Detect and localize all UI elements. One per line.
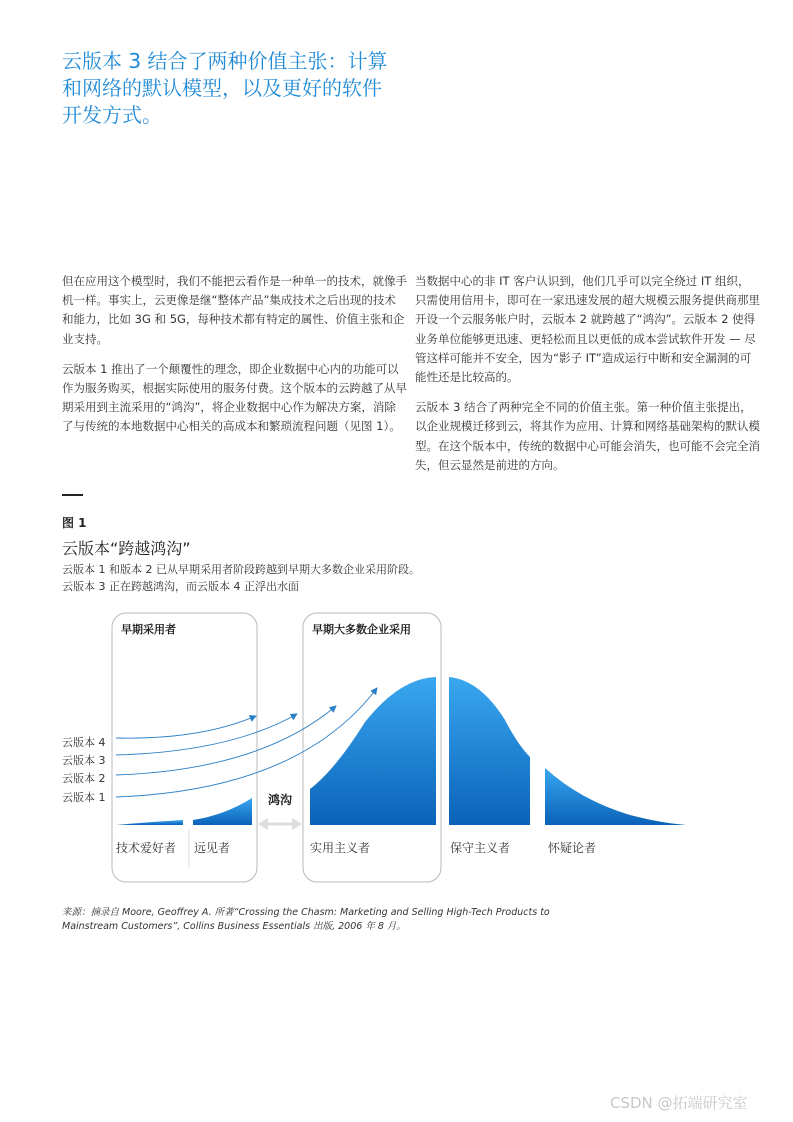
- curve-innovators: [116, 820, 183, 825]
- version-label: 云版本 4: [62, 736, 106, 749]
- version-label: 云版本 2: [62, 772, 106, 785]
- arrow-version-3: [116, 714, 297, 755]
- curve-pragmatists: [310, 677, 436, 825]
- curve-conservatives: [449, 677, 530, 825]
- paragraph: 云版本 3 结合了两种完全不同的价值主张。第一种价值主张提出，以企业规模迁移到云，将其作为应用、计算和网络基础架构的默认模型。在这个版本中，传统的数据中心可能会消失，也可能不会完全消失，但云显然是前进的方向。: [415, 400, 760, 472]
- paragraph: 但在应用这个模型时，我们不能把云看作是一种单一的技术，就像手机一样。事实上，云更像是继“整体产品”集成技术之后出现的技术和能力，比如 3G 和 5G，每种技术都有特定的属性、价值主张和企业支持。: [62, 274, 407, 346]
- figure-description-line: 云版本 1 和版本 2 已从早期采用者阶段跨越到早期大多数企业采用阶段。: [62, 563, 420, 576]
- segment-label: 保守主义者: [450, 841, 511, 855]
- figure-source: [62, 906, 582, 933]
- chasm-label: 鸿沟: [268, 793, 293, 807]
- segment-label: 技术爱好者: [116, 841, 177, 855]
- paragraph: 云版本 1 推出了一个颠覆性的理念，即企业数据中心内的功能可以作为服务购买，根据实际使用的服务付费。这个版本的云跨越了从早期采用到主流采用的“鸿沟”，将企业数据中心作为解决方案，消除了与传统的本地数据中心相关的高成本和繁琐流程问题（见图 1）。: [62, 361, 407, 434]
- figure-title: 云版本“跨越鸿沟”: [62, 539, 191, 558]
- version-label: 云版本 3: [62, 754, 106, 767]
- segment-label: 远见者: [194, 841, 231, 855]
- version-label: 云版本 1: [62, 791, 106, 804]
- source-line: Mainstream Customers”, Collins Business Essentials 出版, 2006 年 8 月。: [62, 920, 406, 932]
- chasm-arrow-icon: [258, 818, 302, 830]
- segment-label: 怀疑论者: [548, 841, 597, 855]
- curve-skeptics: [545, 768, 686, 825]
- early-adopters-label: 早期采用者: [121, 623, 176, 636]
- curve-visionaries: [193, 798, 252, 825]
- early-majority-label: 早期大多数企业采用: [312, 623, 411, 636]
- paragraph: 当数据中心的非 IT 客户认识到，他们几乎可以完全绕过 IT 组织，只需使用信用卡，即可在一家迅速发展的超大规模云服务提供商那里开设一个云服务帐户时，云版本 2 就跨越了“鸿沟”。云版本 2 使得业务单位能够更迅速、更轻松而且以更低的成本尝试软件开发 — 尽管这样可能并不安全，因为“影子 IT”造成运行中断和安全漏洞的可能性还是比较高的。: [415, 274, 760, 385]
- watermark: CSDN @拓端研究室: [610, 1094, 748, 1112]
- figure-description-line: 云版本 3 正在跨越鸿沟，而云版本 4 正浮出水面: [62, 580, 299, 593]
- arrow-version-4: [116, 716, 256, 738]
- source-line: 来源：摘录自 Moore, Geoffrey A. 所著“Crossing the Chasm: Marketing and Selling High-Tech Products to: [62, 907, 550, 918]
- figure-number: 图 1: [62, 516, 87, 530]
- segment-label: 实用主义者: [310, 841, 371, 855]
- page-heading: 云版本 3 结合了两种价值主张：计算和网络的默认模型，以及更好的软件开发方式。: [62, 49, 388, 127]
